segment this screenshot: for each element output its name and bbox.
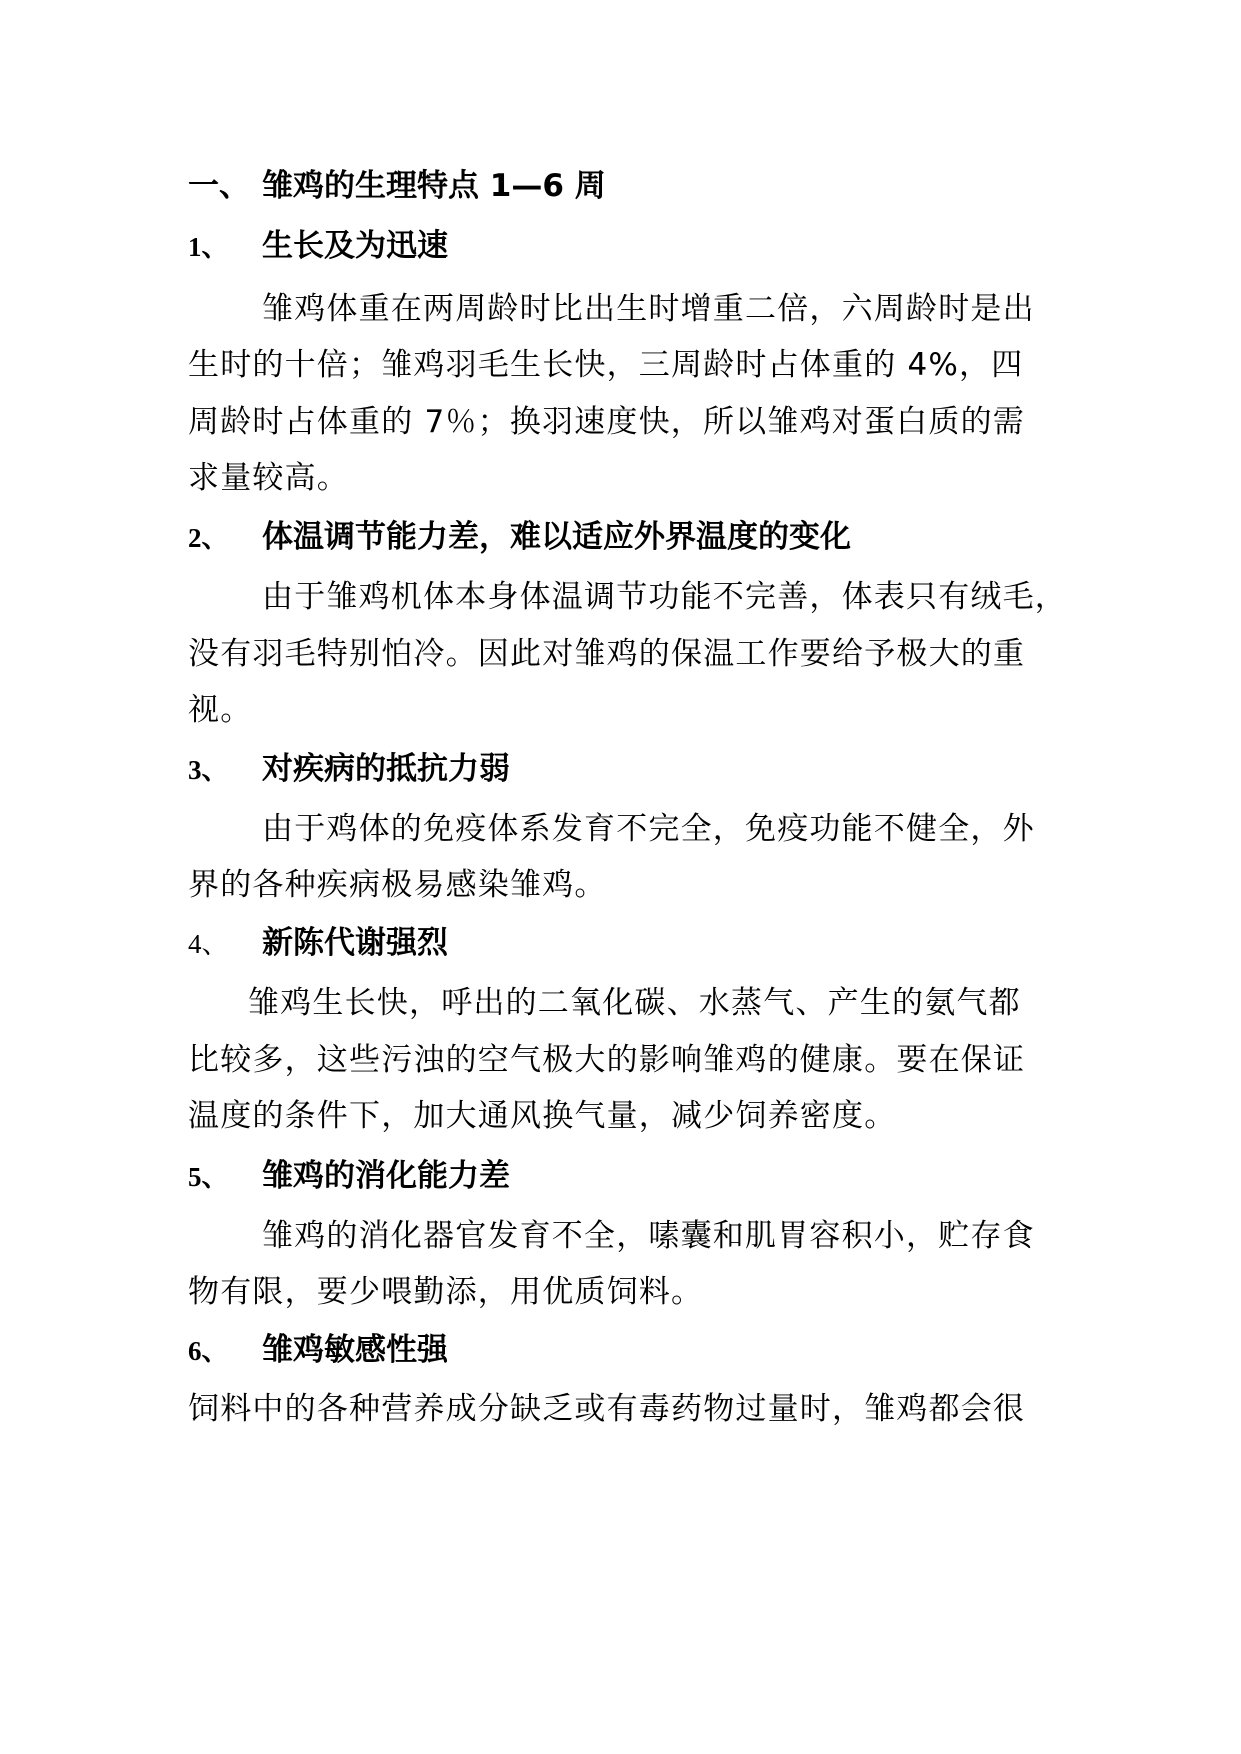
item-heading-4 (188, 919, 1068, 967)
item-heading-2 (188, 513, 1068, 561)
paragraph-line: 生时的十倍；雏鸡羽毛生长快，三周龄时占体重的 4%，四 (188, 347, 1024, 383)
item-number: 2、 (188, 523, 229, 553)
item-title: 体温调节能力差，难以适应外界温度的变化 (262, 519, 851, 555)
section-heading (188, 162, 1068, 210)
paragraph-line: 求量较高。 (188, 460, 349, 496)
paragraph-line: 饲料中的各种营养成分缺乏或有毒药物过量时，雏鸡都会很 (188, 1391, 1026, 1427)
paragraph-line: 由于鸡体的免疫体系发育不完全，免疫功能不健全，外 (262, 811, 1035, 847)
item-title: 新陈代谢强烈 (262, 925, 448, 961)
item-number: 1、 (188, 232, 229, 262)
paragraph-line: 视。 (188, 692, 253, 728)
item-number: 4、 (188, 929, 229, 959)
item-number: 5、 (188, 1162, 229, 1192)
section-number: 一、 (188, 168, 250, 204)
paragraph-line: 雏鸡生长快，呼出的二氧化碳、水蒸气、产生的氨气都 (248, 985, 1021, 1021)
section-title: 雏鸡的生理特点 1—6 周 (262, 168, 606, 204)
paragraph-line: 周龄时占体重的 7％；换羽速度快，所以雏鸡对蛋白质的需 (188, 404, 1025, 440)
paragraph-line: 界的各种疾病极易感染雏鸡。 (188, 867, 607, 903)
paragraph-line: 由于雏鸡机体本身体温调节功能不完善，体表只有绒毛， (262, 579, 1067, 615)
paragraph-line: 比较多，这些污浊的空气极大的影响雏鸡的健康。要在保证 (188, 1042, 1026, 1078)
item-title: 对疾病的抵抗力弱 (262, 751, 510, 787)
item-title: 生长及为迅速 (262, 228, 448, 264)
item-heading-5 (188, 1152, 1068, 1200)
paragraph-line: 物有限，要少喂勤添，用优质饲料。 (188, 1274, 704, 1310)
item-heading-1 (188, 222, 1068, 270)
item-heading-3 (188, 745, 1068, 793)
item-heading-6 (188, 1326, 1068, 1374)
paragraph-line: 温度的条件下，加大通风换气量，减少饲养密度。 (188, 1098, 897, 1134)
item-number: 3、 (188, 755, 229, 785)
item-number: 6、 (188, 1336, 229, 1366)
paragraph-line: 雏鸡的消化器官发育不全，嗉囊和肌胃容积小，贮存食 (262, 1218, 1035, 1254)
paragraph-line: 雏鸡体重在两周龄时比出生时增重二倍，六周龄时是出 (262, 291, 1035, 327)
item-title: 雏鸡敏感性强 (262, 1332, 448, 1368)
item-title: 雏鸡的消化能力差 (262, 1158, 510, 1194)
paragraph-line: 没有羽毛特别怕冷。因此对雏鸡的保温工作要给予极大的重 (188, 636, 1026, 672)
